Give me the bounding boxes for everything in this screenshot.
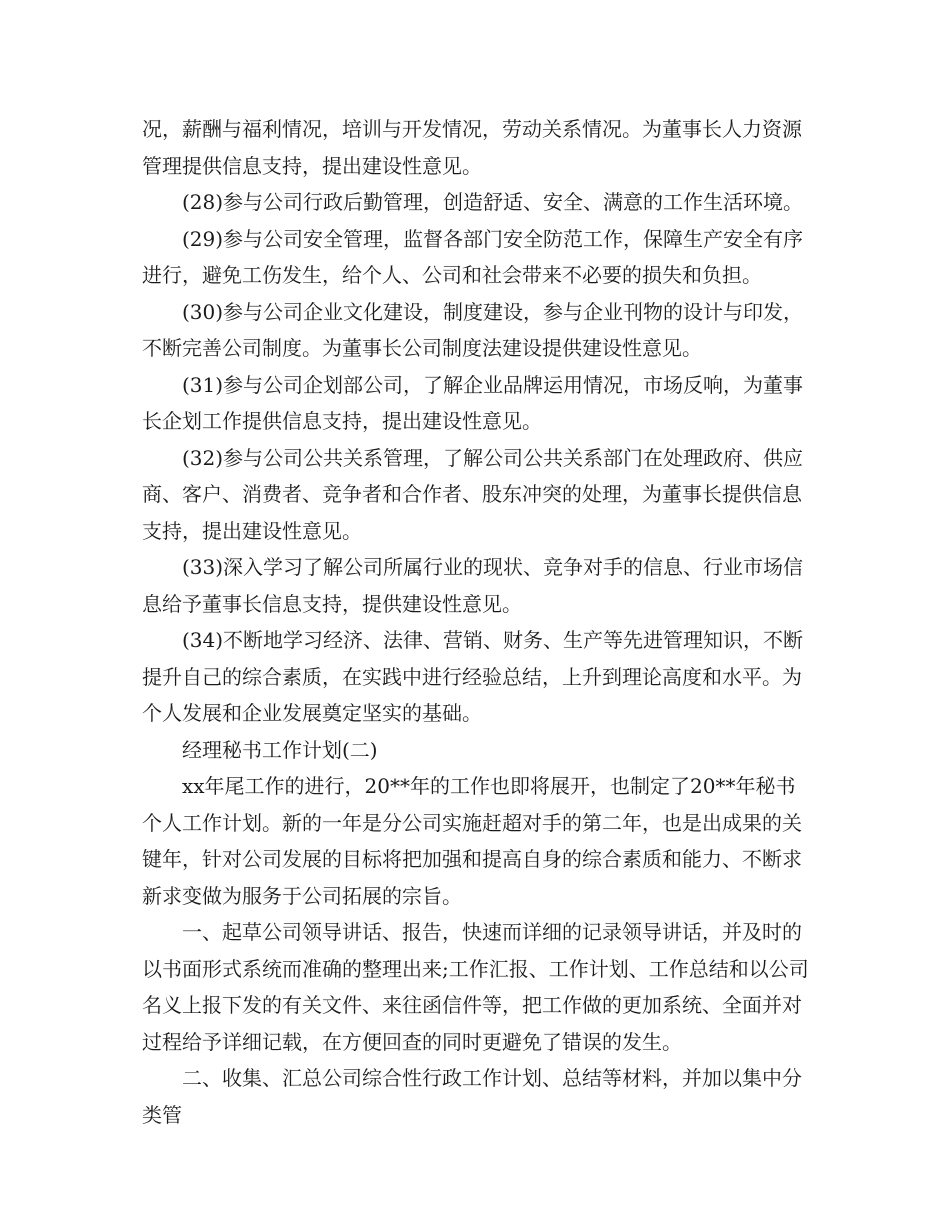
document-body xyxy=(142,111,812,1133)
paragraph-intro: xx年尾工作的进行，20**年的工作也即将展开，也制定了20**年秘书个人工作计划。新的一年是分公司实施赶超对手的第二年，也是出成果的关键年，针对公司发展的目标将把加强和提高自身的综合素质和能力、不断求新求变做为服务于公司拓展的宗旨。 xyxy=(142,774,802,908)
paragraph-point-2: 二、收集、汇总公司综合性行政工作计划、总结等材料，并加以集中分类管 xyxy=(142,1066,802,1127)
section-heading: 经理秘书工作计划(二) xyxy=(182,737,378,762)
paragraph-item-33: (33)深入学习了解公司所属行业的现状、竞争对手的信息、行业市场信息给予董事长信息支持，提供建设性意见。 xyxy=(142,555,804,616)
paragraph-item-31: (31)参与公司企划部公司，了解企业品牌运用情况，市场反响，为董事长企划工作提供信息支持，提出建设性意见。 xyxy=(142,372,804,433)
paragraph-item-32: (32)参与公司公共关系管理，了解公司公共关系部门在处理政府、供应商、客户、消费者、竞争者和合作者、股东冲突的处理，为董事长提供信息支持，提出建设性意见。 xyxy=(142,445,804,543)
paragraph-continuation: 况，薪酬与福利情况，培训与开发情况，劳动关系情况。为董事长人力资源管理提供信息支持，提出建设性意见。 xyxy=(142,117,802,178)
paragraph-point-1: 一、起草公司领导讲话、报告，快速而详细的记录领导讲话，并及时的以书面形式系统而准确的整理出来;工作汇报、工作计划、工作总结和以公司名义上报下发的有关文件、来往函信件等，把工作做的更加系统、全面并对过程给予详细记载，在方便回查的同时更避免了错误的发生。 xyxy=(142,920,809,1054)
paragraph-item-30: (30)参与公司企业文化建设，制度建设，参与企业刊物的设计与印发，不断完善公司制度。为董事长公司制度法建设提供建设性意见。 xyxy=(142,299,804,360)
paragraph-item-34: (34)不断地学习经济、法律、营销、财务、生产等先进管理知识，不断提升自己的综合素质，在实践中进行经验总结，上升到理论高度和水平。为个人发展和企业发展奠定坚实的基础。 xyxy=(142,628,804,725)
paragraph-item-28: (28)参与公司行政后勤管理，创造舒适、安全、满意的工作生活环境。 xyxy=(182,190,804,214)
paragraph-item-29: (29)参与公司安全管理，监督各部门安全防范工作，保障生产安全有序进行，避免工伤发生，给个人、公司和社会带来不必要的损失和负担。 xyxy=(142,226,804,287)
